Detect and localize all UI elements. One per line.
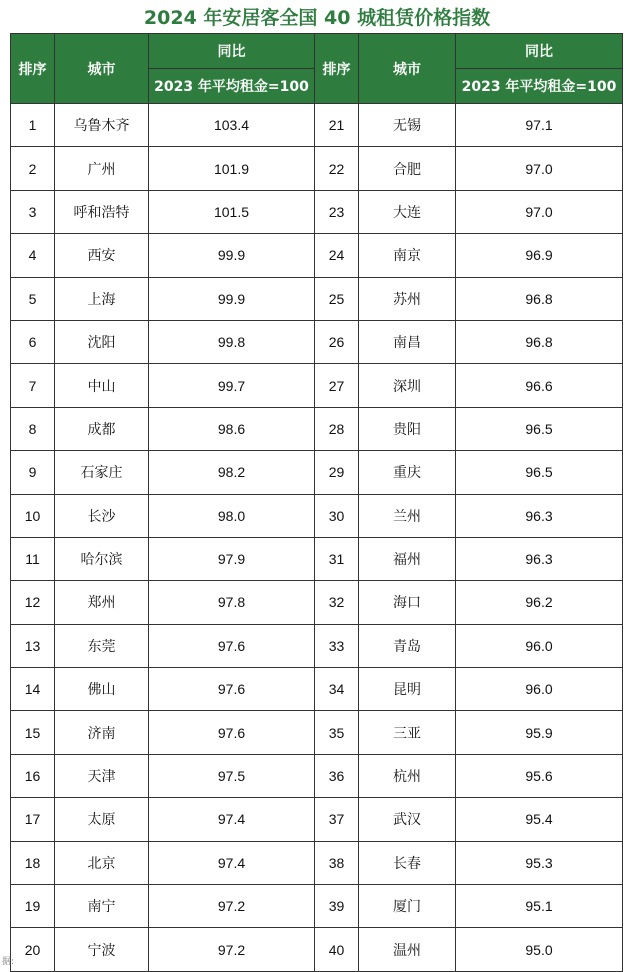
- left-index-value-cell: 97.6: [149, 668, 315, 711]
- table-body: [11, 104, 623, 972]
- table-row: [11, 798, 623, 841]
- right-rank-cell: 34: [315, 668, 359, 711]
- table-row: [11, 754, 623, 797]
- table-row: [11, 147, 623, 190]
- left-index-value-cell: 99.9: [149, 234, 315, 277]
- right-rank-cell: 30: [315, 494, 359, 537]
- right-rank-cell: 21: [315, 104, 359, 147]
- right-city-cell: 深圳: [359, 364, 456, 407]
- index-subheader-left: 2023 年平均租金=100: [149, 69, 315, 104]
- right-index-value-cell: 96.5: [456, 407, 623, 450]
- left-city-cell: 石家庄: [55, 451, 149, 494]
- rank-header-left: 排序: [11, 34, 55, 104]
- table-header-row: [11, 34, 623, 69]
- left-index-value-cell: 97.4: [149, 841, 315, 884]
- right-index-value-cell: 96.3: [456, 494, 623, 537]
- left-city-cell: 济南: [55, 711, 149, 754]
- right-city-cell: 兰州: [359, 494, 456, 537]
- right-city-cell: 贵阳: [359, 407, 456, 450]
- table-row: [11, 711, 623, 754]
- right-rank-cell: 40: [315, 928, 359, 971]
- table-row: [11, 624, 623, 667]
- left-city-cell: 南宁: [55, 885, 149, 928]
- right-city-cell: 武汉: [359, 798, 456, 841]
- right-city-cell: 昆明: [359, 668, 456, 711]
- table-row: [11, 451, 623, 494]
- left-rank-cell: 3: [11, 190, 55, 233]
- index-header-left: 同比: [149, 34, 315, 69]
- right-city-cell: 温州: [359, 928, 456, 971]
- right-rank-cell: 27: [315, 364, 359, 407]
- right-index-value-cell: 95.6: [456, 754, 623, 797]
- left-rank-cell: 17: [11, 798, 55, 841]
- right-index-value-cell: 95.3: [456, 841, 623, 884]
- table-row: [11, 581, 623, 624]
- table-row: [11, 364, 623, 407]
- left-index-value-cell: 99.9: [149, 277, 315, 320]
- left-rank-cell: 19: [11, 885, 55, 928]
- left-index-value-cell: 97.5: [149, 754, 315, 797]
- index-subheader-right: 2023 年平均租金=100: [456, 69, 623, 104]
- left-city-cell: 太原: [55, 798, 149, 841]
- left-city-cell: 哈尔滨: [55, 537, 149, 580]
- left-index-value-cell: 97.2: [149, 928, 315, 971]
- right-rank-cell: 36: [315, 754, 359, 797]
- right-index-value-cell: 95.4: [456, 798, 623, 841]
- left-city-cell: 中山: [55, 364, 149, 407]
- right-rank-cell: 38: [315, 841, 359, 884]
- right-rank-cell: 37: [315, 798, 359, 841]
- table-row: [11, 320, 623, 363]
- left-rank-cell: 2: [11, 147, 55, 190]
- right-city-cell: 重庆: [359, 451, 456, 494]
- right-city-cell: 南京: [359, 234, 456, 277]
- right-city-cell: 大连: [359, 190, 456, 233]
- page-title: 2024 年安居客全国 40 城租赁价格指数: [143, 7, 491, 29]
- left-rank-cell: 5: [11, 277, 55, 320]
- right-index-value-cell: 95.9: [456, 711, 623, 754]
- left-city-cell: 西安: [55, 234, 149, 277]
- left-city-cell: 呼和浩特: [55, 190, 149, 233]
- index-header-right: 同比: [456, 34, 623, 69]
- left-rank-cell: 20: [11, 928, 55, 971]
- right-city-cell: 合肥: [359, 147, 456, 190]
- left-rank-cell: 10: [11, 494, 55, 537]
- left-rank-cell: 8: [11, 407, 55, 450]
- left-index-value-cell: 97.4: [149, 798, 315, 841]
- table-row: [11, 190, 623, 233]
- table-row: [11, 234, 623, 277]
- left-rank-cell: 18: [11, 841, 55, 884]
- left-rank-cell: 13: [11, 624, 55, 667]
- table-row: [11, 537, 623, 580]
- city-header-right: 城市: [359, 34, 456, 104]
- left-index-value-cell: 99.8: [149, 320, 315, 363]
- left-city-cell: 北京: [55, 841, 149, 884]
- left-city-cell: 郑州: [55, 581, 149, 624]
- left-city-cell: 乌鲁木齐: [55, 104, 149, 147]
- left-index-value-cell: 98.2: [149, 451, 315, 494]
- right-index-value-cell: 96.8: [456, 277, 623, 320]
- right-index-value-cell: 96.8: [456, 320, 623, 363]
- right-index-value-cell: 96.0: [456, 624, 623, 667]
- right-city-cell: 南昌: [359, 320, 456, 363]
- right-city-cell: 无锡: [359, 104, 456, 147]
- left-city-cell: 宁波: [55, 928, 149, 971]
- left-index-value-cell: 98.6: [149, 407, 315, 450]
- right-rank-cell: 23: [315, 190, 359, 233]
- right-rank-cell: 32: [315, 581, 359, 624]
- left-index-value-cell: 97.8: [149, 581, 315, 624]
- right-city-cell: 长春: [359, 841, 456, 884]
- right-index-value-cell: 96.2: [456, 581, 623, 624]
- right-index-value-cell: 96.3: [456, 537, 623, 580]
- right-index-value-cell: 95.1: [456, 885, 623, 928]
- right-index-value-cell: 97.0: [456, 147, 623, 190]
- right-rank-cell: 33: [315, 624, 359, 667]
- table-row: [11, 885, 623, 928]
- left-rank-cell: 9: [11, 451, 55, 494]
- right-city-cell: 福州: [359, 537, 456, 580]
- left-rank-cell: 6: [11, 320, 55, 363]
- left-city-cell: 东莞: [55, 624, 149, 667]
- footer-note: 据:: [2, 957, 15, 967]
- right-rank-cell: 22: [315, 147, 359, 190]
- right-index-value-cell: 96.6: [456, 364, 623, 407]
- right-index-value-cell: 97.1: [456, 104, 623, 147]
- right-rank-cell: 24: [315, 234, 359, 277]
- left-city-cell: 佛山: [55, 668, 149, 711]
- left-index-value-cell: 99.7: [149, 364, 315, 407]
- left-rank-cell: 1: [11, 104, 55, 147]
- right-rank-cell: 35: [315, 711, 359, 754]
- left-city-cell: 成都: [55, 407, 149, 450]
- left-index-value-cell: 97.9: [149, 537, 315, 580]
- table-row: [11, 494, 623, 537]
- left-rank-cell: 16: [11, 754, 55, 797]
- right-city-cell: 海口: [359, 581, 456, 624]
- right-rank-cell: 29: [315, 451, 359, 494]
- left-index-value-cell: 101.5: [149, 190, 315, 233]
- right-city-cell: 苏州: [359, 277, 456, 320]
- left-city-cell: 广州: [55, 147, 149, 190]
- rank-header-right: 排序: [315, 34, 359, 104]
- right-city-cell: 杭州: [359, 754, 456, 797]
- table-row: [11, 841, 623, 884]
- left-rank-cell: 4: [11, 234, 55, 277]
- right-rank-cell: 31: [315, 537, 359, 580]
- left-rank-cell: 14: [11, 668, 55, 711]
- left-index-value-cell: 97.6: [149, 624, 315, 667]
- left-city-cell: 上海: [55, 277, 149, 320]
- left-city-cell: 长沙: [55, 494, 149, 537]
- left-index-value-cell: 97.6: [149, 711, 315, 754]
- right-rank-cell: 25: [315, 277, 359, 320]
- table-row: [11, 104, 623, 147]
- right-rank-cell: 28: [315, 407, 359, 450]
- right-index-value-cell: 96.5: [456, 451, 623, 494]
- right-city-cell: 青岛: [359, 624, 456, 667]
- right-index-value-cell: 96.9: [456, 234, 623, 277]
- right-rank-cell: 39: [315, 885, 359, 928]
- table-row: [11, 407, 623, 450]
- left-city-cell: 沈阳: [55, 320, 149, 363]
- right-index-value-cell: 96.0: [456, 668, 623, 711]
- left-index-value-cell: 97.2: [149, 885, 315, 928]
- table-row: [11, 277, 623, 320]
- left-rank-cell: 7: [11, 364, 55, 407]
- right-index-value-cell: 97.0: [456, 190, 623, 233]
- left-rank-cell: 15: [11, 711, 55, 754]
- left-rank-cell: 12: [11, 581, 55, 624]
- right-city-cell: 厦门: [359, 885, 456, 928]
- right-index-value-cell: 95.0: [456, 928, 623, 971]
- left-city-cell: 天津: [55, 754, 149, 797]
- left-rank-cell: 11: [11, 537, 55, 580]
- table-row: [11, 668, 623, 711]
- table-row: [11, 928, 623, 971]
- left-index-value-cell: 103.4: [149, 104, 315, 147]
- left-index-value-cell: 98.0: [149, 494, 315, 537]
- right-rank-cell: 26: [315, 320, 359, 363]
- city-header-left: 城市: [55, 34, 149, 104]
- rent-index-table: [10, 33, 623, 972]
- left-index-value-cell: 101.9: [149, 147, 315, 190]
- right-city-cell: 三亚: [359, 711, 456, 754]
